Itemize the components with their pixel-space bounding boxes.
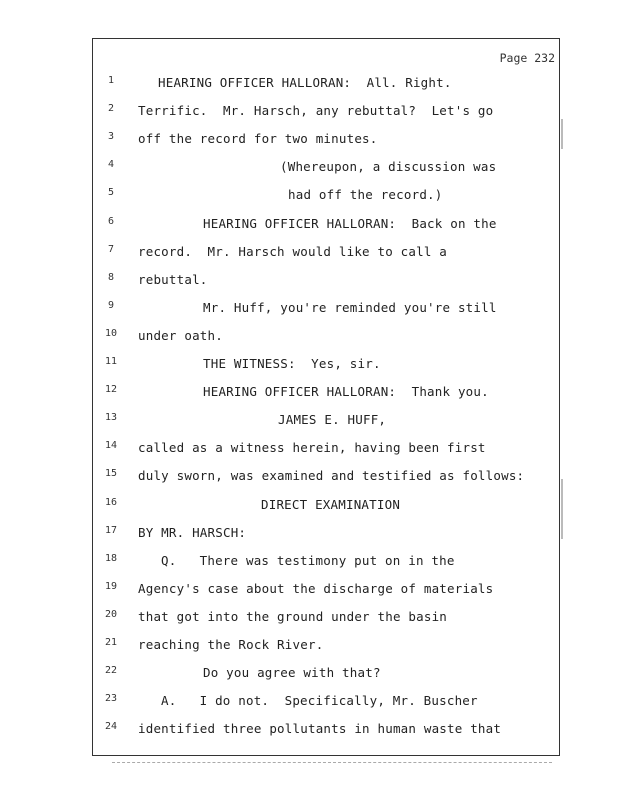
line-number: 19 (104, 580, 118, 592)
line-number: 12 (104, 384, 118, 396)
line-text: duly sworn, was examined and testified as follows: (138, 468, 525, 484)
line-number: 2 (107, 103, 115, 115)
transcript-line (93, 131, 559, 151)
line-number: 15 (104, 468, 118, 480)
page-number: Page 232 (499, 51, 555, 65)
line-number: 16 (104, 496, 118, 508)
line-text: Do you agree with that? (203, 665, 381, 681)
line-text: Agency's case about the discharge of materials (138, 580, 494, 596)
line-text: Mr. Huff, you're reminded you're still (203, 299, 497, 315)
line-text: A. I do not. Specifically, Mr. Buscher (161, 693, 478, 709)
transcript-line (93, 75, 559, 95)
line-number: 5 (107, 187, 115, 199)
transcript-line (93, 159, 559, 179)
line-number: 22 (104, 665, 118, 677)
line-number: 6 (107, 215, 115, 227)
line-number: 3 (107, 131, 115, 143)
line-number: 18 (104, 552, 118, 564)
line-text: (Whereupon, a discussion was (280, 159, 497, 175)
line-text: off the record for two minutes. (138, 131, 378, 147)
line-number: 7 (107, 243, 115, 255)
transcript-line (93, 300, 559, 320)
line-number: 13 (104, 412, 118, 424)
line-text: rebuttal. (138, 271, 208, 287)
transcript-line (93, 609, 559, 629)
line-number: 23 (104, 693, 118, 705)
transcript-line (93, 497, 559, 517)
transcript-line (93, 440, 559, 460)
line-text: called as a witness herein, having been first (138, 440, 486, 456)
line-text: Terrific. Mr. Harsch, any rebuttal? Let's go (138, 103, 494, 119)
transcript-line (93, 187, 559, 207)
line-text: had off the record.) (288, 187, 443, 203)
transcript-line (93, 665, 559, 685)
transcript-line (93, 384, 559, 404)
line-number: 20 (104, 608, 118, 620)
line-number: 11 (104, 356, 118, 367)
transcript-line (93, 581, 559, 601)
line-number: 14 (104, 440, 118, 452)
transcript-line (93, 356, 559, 376)
transcript-line (93, 412, 559, 432)
line-number: 10 (104, 327, 118, 339)
line-text: Q. There was testimony put on in the (161, 552, 455, 568)
line-text: HEARING OFFICER HALLORAN: Thank you. (203, 384, 489, 400)
transcript-line (93, 693, 559, 713)
margin-mark (561, 479, 563, 539)
transcript-line (93, 216, 559, 236)
bottom-scan-line (112, 762, 552, 764)
line-number: 8 (107, 271, 115, 283)
line-number: 4 (107, 159, 115, 171)
line-text: JAMES E. HUFF, (278, 412, 387, 428)
line-number: 21 (104, 637, 118, 648)
line-number: 1 (107, 75, 115, 86)
transcript-line (93, 244, 559, 264)
line-text: identified three pollutants in human waste that (138, 721, 502, 737)
line-text: reaching the Rock River. (138, 637, 324, 652)
line-text: that got into the ground under the basin (138, 608, 448, 624)
transcript-line (93, 553, 559, 573)
transcript-line (93, 328, 559, 348)
line-text: under oath. (138, 327, 223, 343)
line-text: HEARING OFFICER HALLORAN: All. Right. (158, 75, 452, 90)
transcript-line (93, 721, 559, 741)
line-text: DIRECT EXAMINATION (261, 496, 401, 512)
transcript-line (93, 637, 559, 657)
transcript-line (93, 272, 559, 292)
line-number: 24 (104, 721, 118, 733)
transcript-page-frame (92, 38, 560, 756)
transcript-line (93, 525, 559, 545)
line-number: 17 (104, 524, 118, 536)
line-text: BY MR. HARSCH: (138, 524, 247, 540)
transcript-line (93, 103, 559, 123)
line-text: THE WITNESS: Yes, sir. (203, 356, 381, 371)
line-text: record. Mr. Harsch would like to call a (138, 243, 448, 259)
line-number: 9 (107, 299, 115, 311)
line-text: HEARING OFFICER HALLORAN: Back on the (203, 215, 497, 231)
margin-mark (561, 119, 563, 149)
transcript-line (93, 468, 559, 488)
